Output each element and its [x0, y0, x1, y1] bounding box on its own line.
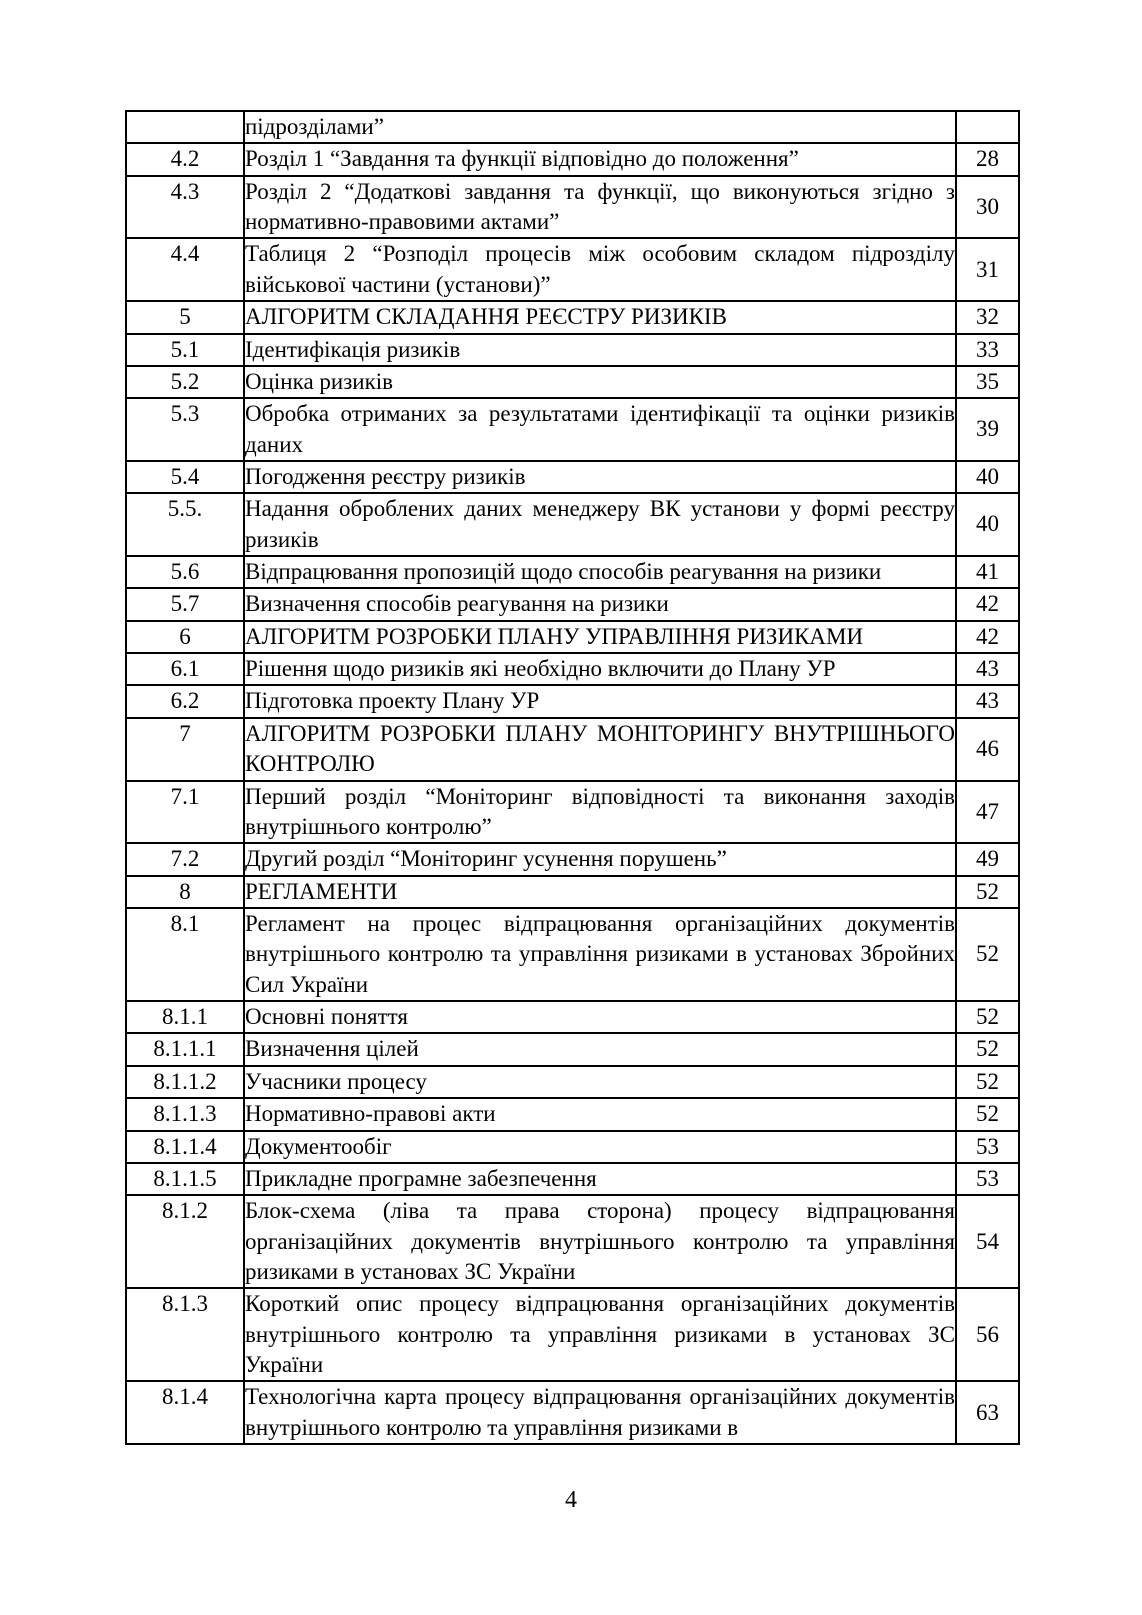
table-row: [126, 876, 1019, 908]
toc-entry-number: 6: [126, 621, 244, 653]
toc-entry-page: 46: [956, 718, 1019, 781]
toc-entry-page: 41: [956, 556, 1019, 588]
table-row: [126, 908, 1019, 1001]
table-row: [126, 111, 1019, 143]
toc-entry-title[interactable]: АЛГОРИТМ РОЗРОБКИ ПЛАНУ МОНІТОРИНГУ ВНУТРІШНЬОГО КОНТРОЛЮ: [244, 718, 956, 781]
toc-entry-number: 5.5.: [126, 493, 244, 556]
toc-entry-title[interactable]: Підготовка проекту Плану УР: [244, 685, 956, 717]
toc-table: [125, 110, 1020, 1445]
toc-entry-page: 30: [956, 176, 1019, 239]
toc-entry-page: 52: [956, 876, 1019, 908]
toc-entry-number: 6.2: [126, 685, 244, 717]
toc-entry-title[interactable]: Розділ 1 “Завдання та функції відповідно до положення”: [244, 143, 956, 175]
table-row: [126, 621, 1019, 653]
toc-entry-title[interactable]: Відпрацювання пропозицій щодо способів реагування на ризики: [244, 556, 956, 588]
toc-entry-title[interactable]: Другий розділ “Моніторинг усунення порушень”: [244, 843, 956, 875]
toc-entry-number: 8.1.4: [126, 1381, 244, 1444]
toc-entry-number: 4.3: [126, 176, 244, 239]
toc-entry-number: 6.1: [126, 653, 244, 685]
table-row: [126, 493, 1019, 556]
toc-entry-title[interactable]: Визначення способів реагування на ризики: [244, 588, 956, 620]
toc-entry-title[interactable]: Прикладне програмне забезпечення: [244, 1163, 956, 1195]
toc-entry-title[interactable]: Регламент на процес відпрацювання організаційних документів внутрішнього контролю та управління ризиками в установах Збройних Сил України: [244, 908, 956, 1001]
toc-entry-number: 8.1.1.4: [126, 1131, 244, 1163]
table-row: [126, 1033, 1019, 1065]
table-row: [126, 238, 1019, 301]
toc-entry-number: 8.1.1.3: [126, 1098, 244, 1130]
table-row: [126, 556, 1019, 588]
toc-entry-page: 52: [956, 1066, 1019, 1098]
toc-entry-page: 43: [956, 653, 1019, 685]
table-row: [126, 1098, 1019, 1130]
table-row: [126, 1131, 1019, 1163]
toc-entry-page: 52: [956, 908, 1019, 1001]
toc-entry-number: 7.2: [126, 843, 244, 875]
toc-entry-number: 5.6: [126, 556, 244, 588]
toc-entry-number: 8: [126, 876, 244, 908]
table-row: [126, 334, 1019, 366]
table-row: [126, 143, 1019, 175]
toc-entry-page: 42: [956, 588, 1019, 620]
toc-entry-page: 56: [956, 1288, 1019, 1381]
toc-entry-page: 31: [956, 238, 1019, 301]
toc-entry-number: 5.3: [126, 398, 244, 461]
toc-entry-title[interactable]: Перший розділ “Моніторинг відповідності та виконання заходів внутрішнього контролю”: [244, 781, 956, 844]
toc-entry-page: 33: [956, 334, 1019, 366]
toc-entry-number: [126, 111, 244, 143]
toc-entry-title[interactable]: Погодження реєстру ризиків: [244, 461, 956, 493]
toc-entry-title[interactable]: Учасники процесу: [244, 1066, 956, 1098]
toc-entry-title[interactable]: Таблиця 2 “Розподіл процесів між особовим складом підрозділу військової частини (установи)”: [244, 238, 956, 301]
toc-entry-title[interactable]: Визначення цілей: [244, 1033, 956, 1065]
toc-entry-page: 52: [956, 1098, 1019, 1130]
toc-entry-number: 5.4: [126, 461, 244, 493]
toc-entry-title[interactable]: Основні поняття: [244, 1001, 956, 1033]
toc-entry-number: 8.1.1.2: [126, 1066, 244, 1098]
toc-entry-number: 7: [126, 718, 244, 781]
toc-entry-page: 40: [956, 493, 1019, 556]
toc-entry-title[interactable]: Короткий опис процесу відпрацювання організаційних документів внутрішнього контролю та управління ризиками в установах ЗС України: [244, 1288, 956, 1381]
toc-entry-page: 52: [956, 1001, 1019, 1033]
table-of-contents: [125, 110, 1018, 1445]
table-row: [126, 781, 1019, 844]
toc-entry-page: 53: [956, 1163, 1019, 1195]
toc-entry-page: 42: [956, 621, 1019, 653]
toc-entry-page: 28: [956, 143, 1019, 175]
toc-entry-number: 4.4: [126, 238, 244, 301]
toc-entry-title[interactable]: Документообіг: [244, 1131, 956, 1163]
toc-entry-page: 43: [956, 685, 1019, 717]
table-row: [126, 653, 1019, 685]
table-row: [126, 685, 1019, 717]
toc-entry-title[interactable]: Оцінка ризиків: [244, 366, 956, 398]
toc-entry-number: 5.1: [126, 334, 244, 366]
table-row: [126, 1288, 1019, 1381]
toc-entry-page: 32: [956, 301, 1019, 333]
toc-entry-number: 5.7: [126, 588, 244, 620]
toc-entry-page: 40: [956, 461, 1019, 493]
toc-entry-title[interactable]: Обробка отриманих за результатами ідентифікації та оцінки ризиків даних: [244, 398, 956, 461]
table-row: [126, 301, 1019, 333]
toc-entry-number: 5.2: [126, 366, 244, 398]
toc-entry-title[interactable]: Ідентифікація ризиків: [244, 334, 956, 366]
toc-entry-title[interactable]: Надання оброблених даних менеджеру ВК установи у формі реєстру ризиків: [244, 493, 956, 556]
toc-entry-number: 7.1: [126, 781, 244, 844]
toc-entry-page: 39: [956, 398, 1019, 461]
toc-entry-number: 4.2: [126, 143, 244, 175]
toc-entry-title[interactable]: Розділ 2 “Додаткові завдання та функції, що виконуються згідно з нормативно-правовими актами”: [244, 176, 956, 239]
toc-entry-page: 47: [956, 781, 1019, 844]
page-footer-number: 4: [565, 1487, 577, 1513]
table-row: [126, 398, 1019, 461]
toc-entry-page: [956, 111, 1019, 143]
toc-table-body: [126, 111, 1019, 1444]
table-row: [126, 843, 1019, 875]
toc-entry-title[interactable]: АЛГОРИТМ РОЗРОБКИ ПЛАНУ УПРАВЛІННЯ РИЗИКАМИ: [244, 621, 956, 653]
table-row: [126, 1163, 1019, 1195]
table-row: [126, 176, 1019, 239]
toc-entry-number: 8.1.1.5: [126, 1163, 244, 1195]
toc-entry-title[interactable]: АЛГОРИТМ СКЛАДАННЯ РЕЄСТРУ РИЗИКІВ: [244, 301, 956, 333]
table-row: [126, 718, 1019, 781]
toc-entry-number: 8.1.1.1: [126, 1033, 244, 1065]
toc-entry-number: 8.1.3: [126, 1288, 244, 1381]
toc-entry-page: 53: [956, 1131, 1019, 1163]
table-row: [126, 366, 1019, 398]
table-row: [126, 461, 1019, 493]
toc-entry-title[interactable]: Технологічна карта процесу відпрацювання організаційних документів внутрішнього контролю та управління ризиками в: [244, 1381, 956, 1444]
toc-entry-title[interactable]: Рішення щодо ризиків які необхідно включити до Плану УР: [244, 653, 956, 685]
toc-entry-page: 49: [956, 843, 1019, 875]
toc-entry-number: 8.1.2: [126, 1195, 244, 1288]
toc-entry-number: 8.1.1: [126, 1001, 244, 1033]
toc-entry-page: 63: [956, 1381, 1019, 1444]
toc-entry-page: 35: [956, 366, 1019, 398]
table-row: [126, 1066, 1019, 1098]
toc-entry-number: 8.1: [126, 908, 244, 1001]
table-row: [126, 1195, 1019, 1288]
table-row: [126, 588, 1019, 620]
toc-entry-page: 52: [956, 1033, 1019, 1065]
toc-entry-title[interactable]: Нормативно-правові акти: [244, 1098, 956, 1130]
toc-entry-title[interactable]: Блок-схема (ліва та права сторона) процесу відпрацювання організаційних документів внутрішнього контролю та управління ризиками в установах ЗС України: [244, 1195, 956, 1288]
toc-entry-page: 54: [956, 1195, 1019, 1288]
toc-entry-title[interactable]: підрозділами”: [244, 111, 956, 143]
table-row: [126, 1381, 1019, 1444]
toc-entry-title[interactable]: РЕГЛАМЕНТИ: [244, 876, 956, 908]
toc-entry-number: 5: [126, 301, 244, 333]
table-row: [126, 1001, 1019, 1033]
